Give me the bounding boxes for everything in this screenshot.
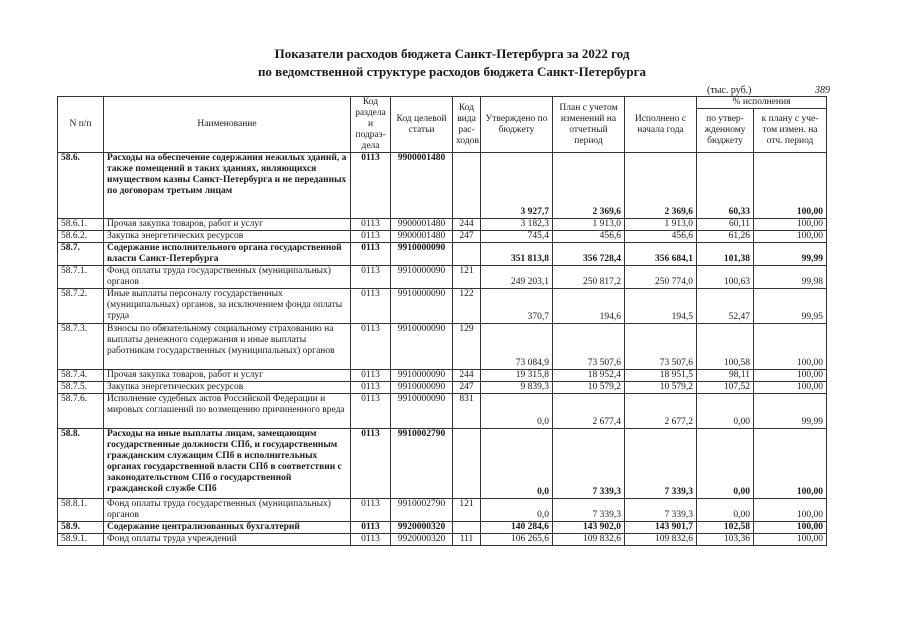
- row-pct-plan: 100,00: [754, 382, 827, 394]
- row-name: Содержание исполнительного органа государственной власти Санкт-Петербурга: [104, 243, 351, 266]
- table-row: [58, 289, 827, 324]
- row-section-code: 0113: [351, 243, 391, 266]
- row-pct-budget: 0,00: [697, 499, 754, 522]
- table-row: [58, 394, 827, 429]
- table-row: [58, 429, 827, 499]
- row-executed: 73 507,6: [625, 324, 697, 370]
- row-section-code: 0113: [351, 153, 391, 219]
- row-name: Расходы на иные выплаты лицам, замещающим государственные должности СПб, и государственным гражданским служащим СПб в исполнительных органах государственной власти СПб в соответствии с законодательством СПб о государственной гражданской службе СПб: [104, 429, 351, 499]
- row-approved: 9 839,3: [481, 382, 553, 394]
- row-pct-budget: 0,00: [697, 429, 754, 499]
- row-type-code: [453, 153, 481, 219]
- header-num: N п/п: [58, 97, 104, 153]
- row-target-code: 9910002790: [391, 499, 453, 522]
- report-title-line1: Показатели расходов бюджета Санкт-Петербурга за 2022 год: [274, 46, 630, 61]
- row-executed: 194,5: [625, 289, 697, 324]
- row-plan: 456,6: [553, 231, 625, 243]
- row-pct-budget: 101,38: [697, 243, 754, 266]
- row-section-code: 0113: [351, 289, 391, 324]
- row-plan: 143 902,0: [553, 522, 625, 534]
- table-row: [58, 231, 827, 243]
- table-row: [58, 382, 827, 394]
- budget-table: [57, 96, 827, 546]
- table-row: [58, 370, 827, 382]
- row-executed: 143 901,7: [625, 522, 697, 534]
- row-section-code: 0113: [351, 499, 391, 522]
- row-approved: 73 084,9: [481, 324, 553, 370]
- row-pct-plan: 100,00: [754, 429, 827, 499]
- row-plan: 1 913,0: [553, 219, 625, 231]
- page-number: 389: [815, 85, 830, 96]
- row-pct-plan: 99,95: [754, 289, 827, 324]
- row-type-code: [453, 243, 481, 266]
- row-plan: 250 817,2: [553, 266, 625, 289]
- row-pct-plan: 100,00: [754, 370, 827, 382]
- row-approved: 0,0: [481, 394, 553, 429]
- row-approved: 745,4: [481, 231, 553, 243]
- row-executed: 10 579,2: [625, 382, 697, 394]
- row-type-code: 111: [453, 534, 481, 546]
- table-row: [58, 266, 827, 289]
- row-target-code: 9900001480: [391, 231, 453, 243]
- row-section-code: 0113: [351, 370, 391, 382]
- row-approved: 3 182,3: [481, 219, 553, 231]
- row-approved: 0,0: [481, 429, 553, 499]
- row-pct-budget: 100,63: [697, 266, 754, 289]
- row-name: Прочая закупка товаров, работ и услуг: [104, 370, 351, 382]
- row-approved: 140 284,6: [481, 522, 553, 534]
- row-pct-budget: 52,47: [697, 289, 754, 324]
- row-plan: 7 339,3: [553, 499, 625, 522]
- row-number: 58.6.: [58, 153, 104, 219]
- row-type-code: [453, 429, 481, 499]
- row-plan: 109 832,6: [553, 534, 625, 546]
- row-name: Прочая закупка товаров, работ и услуг: [104, 219, 351, 231]
- row-section-code: 0113: [351, 219, 391, 231]
- row-section-code: 0113: [351, 266, 391, 289]
- row-name: Расходы на обеспечение содержания нежилых зданий, а также помещений в таких зданиях, являющихся имуществом казны Санкт-Петербурга и не переданных по договорам третьим лицам: [104, 153, 351, 219]
- row-type-code: 247: [453, 382, 481, 394]
- row-number: 58.7.4.: [58, 370, 104, 382]
- header-plan: План с учетом изменений на отчетный период: [553, 97, 625, 153]
- table-row: [58, 522, 827, 534]
- row-pct-plan: 100,00: [754, 219, 827, 231]
- table-body: [58, 153, 827, 546]
- row-number: 58.8.1.: [58, 499, 104, 522]
- row-section-code: 0113: [351, 534, 391, 546]
- row-target-code: 9910000090: [391, 382, 453, 394]
- row-executed: 18 951,5: [625, 370, 697, 382]
- row-type-code: 831: [453, 394, 481, 429]
- row-plan: 2 369,6: [553, 153, 625, 219]
- row-name: Фонд оплаты труда учреждений: [104, 534, 351, 546]
- row-section-code: 0113: [351, 522, 391, 534]
- row-number: 58.7.2.: [58, 289, 104, 324]
- row-name: Закупка энергетических ресурсов: [104, 382, 351, 394]
- row-section-code: 0113: [351, 382, 391, 394]
- row-target-code: 9910000090: [391, 289, 453, 324]
- row-type-code: 121: [453, 266, 481, 289]
- row-number: 58.7.6.: [58, 394, 104, 429]
- table-row: [58, 219, 827, 231]
- header-pct-group: % исполнения: [697, 97, 827, 109]
- row-pct-plan: 100,00: [754, 153, 827, 219]
- row-number: 58.7.1.: [58, 266, 104, 289]
- row-executed: 2 369,6: [625, 153, 697, 219]
- header-type-code: Код вида рас-ходов: [453, 97, 481, 153]
- row-name: Фонд оплаты труда государственных (муниципальных) органов: [104, 266, 351, 289]
- row-plan: 18 952,4: [553, 370, 625, 382]
- row-executed: 356 684,1: [625, 243, 697, 266]
- row-target-code: 9910000090: [391, 243, 453, 266]
- row-name: Взносы по обязательному социальному страхованию на выплаты денежного содержания и иные выплаты работникам государственных (муниципальных) органов: [104, 324, 351, 370]
- row-approved: 370,7: [481, 289, 553, 324]
- row-pct-budget: 107,52: [697, 382, 754, 394]
- table-row: [58, 534, 827, 546]
- row-pct-plan: 100,00: [754, 324, 827, 370]
- row-number: 58.7.: [58, 243, 104, 266]
- row-plan: 2 677,4: [553, 394, 625, 429]
- row-executed: 1 913,0: [625, 219, 697, 231]
- row-pct-plan: 99,99: [754, 243, 827, 266]
- header-approved: Утверждено по бюджету: [481, 97, 553, 153]
- header-pct-budget: по утвер-жденному бюджету: [697, 109, 754, 153]
- row-executed: 109 832,6: [625, 534, 697, 546]
- row-pct-budget: 103,36: [697, 534, 754, 546]
- row-executed: 7 339,3: [625, 499, 697, 522]
- row-approved: 106 265,6: [481, 534, 553, 546]
- row-target-code: 9910000090: [391, 266, 453, 289]
- row-pct-budget: 61,26: [697, 231, 754, 243]
- row-approved: 351 813,8: [481, 243, 553, 266]
- row-number: 58.7.5.: [58, 382, 104, 394]
- row-approved: 0,0: [481, 499, 553, 522]
- row-target-code: 9920000320: [391, 534, 453, 546]
- table-row: [58, 324, 827, 370]
- row-type-code: 244: [453, 370, 481, 382]
- row-target-code: 9920000320: [391, 522, 453, 534]
- row-name: Исполнение судебных актов Российской Федерации и мировых соглашений по возмещению причиненного вреда: [104, 394, 351, 429]
- row-pct-plan: 100,00: [754, 499, 827, 522]
- row-number: 58.6.2.: [58, 231, 104, 243]
- row-section-code: 0113: [351, 394, 391, 429]
- header-name: Наименование: [104, 97, 351, 153]
- row-pct-plan: 100,00: [754, 522, 827, 534]
- row-target-code: 9910000090: [391, 370, 453, 382]
- row-pct-budget: 100,58: [697, 324, 754, 370]
- row-target-code: 9900001480: [391, 153, 453, 219]
- header-target-code: Код целевой статьи: [391, 97, 453, 153]
- row-target-code: 9900001480: [391, 219, 453, 231]
- row-pct-plan: 100,00: [754, 231, 827, 243]
- row-pct-plan: 99,99: [754, 394, 827, 429]
- row-name: Закупка энергетических ресурсов: [104, 231, 351, 243]
- row-plan: 356 728,4: [553, 243, 625, 266]
- row-approved: 249 203,1: [481, 266, 553, 289]
- row-section-code: 0113: [351, 429, 391, 499]
- row-section-code: 0113: [351, 324, 391, 370]
- report-title-line2: по ведомственной структуре расходов бюджета Санкт-Петербурга: [257, 64, 647, 79]
- header-section-code: Код раздела и подраз-дела: [351, 97, 391, 153]
- row-number: 58.7.3.: [58, 324, 104, 370]
- row-name: Фонд оплаты труда государственных (муниципальных) органов: [104, 499, 351, 522]
- row-type-code: 122: [453, 289, 481, 324]
- row-pct-budget: 60,33: [697, 153, 754, 219]
- row-approved: 3 927,7: [481, 153, 553, 219]
- row-plan: 10 579,2: [553, 382, 625, 394]
- row-plan: 194,6: [553, 289, 625, 324]
- table-row: [58, 499, 827, 522]
- row-pct-budget: 98,11: [697, 370, 754, 382]
- row-number: 58.9.: [58, 522, 104, 534]
- row-number: 58.8.: [58, 429, 104, 499]
- row-target-code: 9910000090: [391, 324, 453, 370]
- row-number: 58.6.1.: [58, 219, 104, 231]
- row-section-code: 0113: [351, 231, 391, 243]
- row-target-code: 9910002790: [391, 429, 453, 499]
- row-executed: 2 677,2: [625, 394, 697, 429]
- row-type-code: [453, 522, 481, 534]
- units-label: (тыс. руб.): [707, 85, 752, 96]
- row-type-code: 129: [453, 324, 481, 370]
- row-target-code: 9910000090: [391, 394, 453, 429]
- row-pct-budget: 60,11: [697, 219, 754, 231]
- row-type-code: 244: [453, 219, 481, 231]
- row-executed: 250 774,0: [625, 266, 697, 289]
- row-executed: 7 339,3: [625, 429, 697, 499]
- table-row: [58, 243, 827, 266]
- row-executed: 456,6: [625, 231, 697, 243]
- row-pct-plan: 100,00: [754, 534, 827, 546]
- table-row: [58, 153, 827, 219]
- row-name: Иные выплаты персоналу государственных (муниципальных) органов, за исключением фонда оплаты труда: [104, 289, 351, 324]
- row-name: Содержание централизованных бухгалтерий: [104, 522, 351, 534]
- row-plan: 7 339,3: [553, 429, 625, 499]
- row-pct-budget: 0,00: [697, 394, 754, 429]
- row-pct-plan: 99,98: [754, 266, 827, 289]
- header-executed: Исполнено с начала года: [625, 97, 697, 153]
- row-type-code: 121: [453, 499, 481, 522]
- row-type-code: 247: [453, 231, 481, 243]
- row-approved: 19 315,8: [481, 370, 553, 382]
- header-pct-plan: к плану с уче-том измен. на отч. период: [754, 109, 827, 153]
- row-pct-budget: 102,58: [697, 522, 754, 534]
- row-plan: 73 507,6: [553, 324, 625, 370]
- row-number: 58.9.1.: [58, 534, 104, 546]
